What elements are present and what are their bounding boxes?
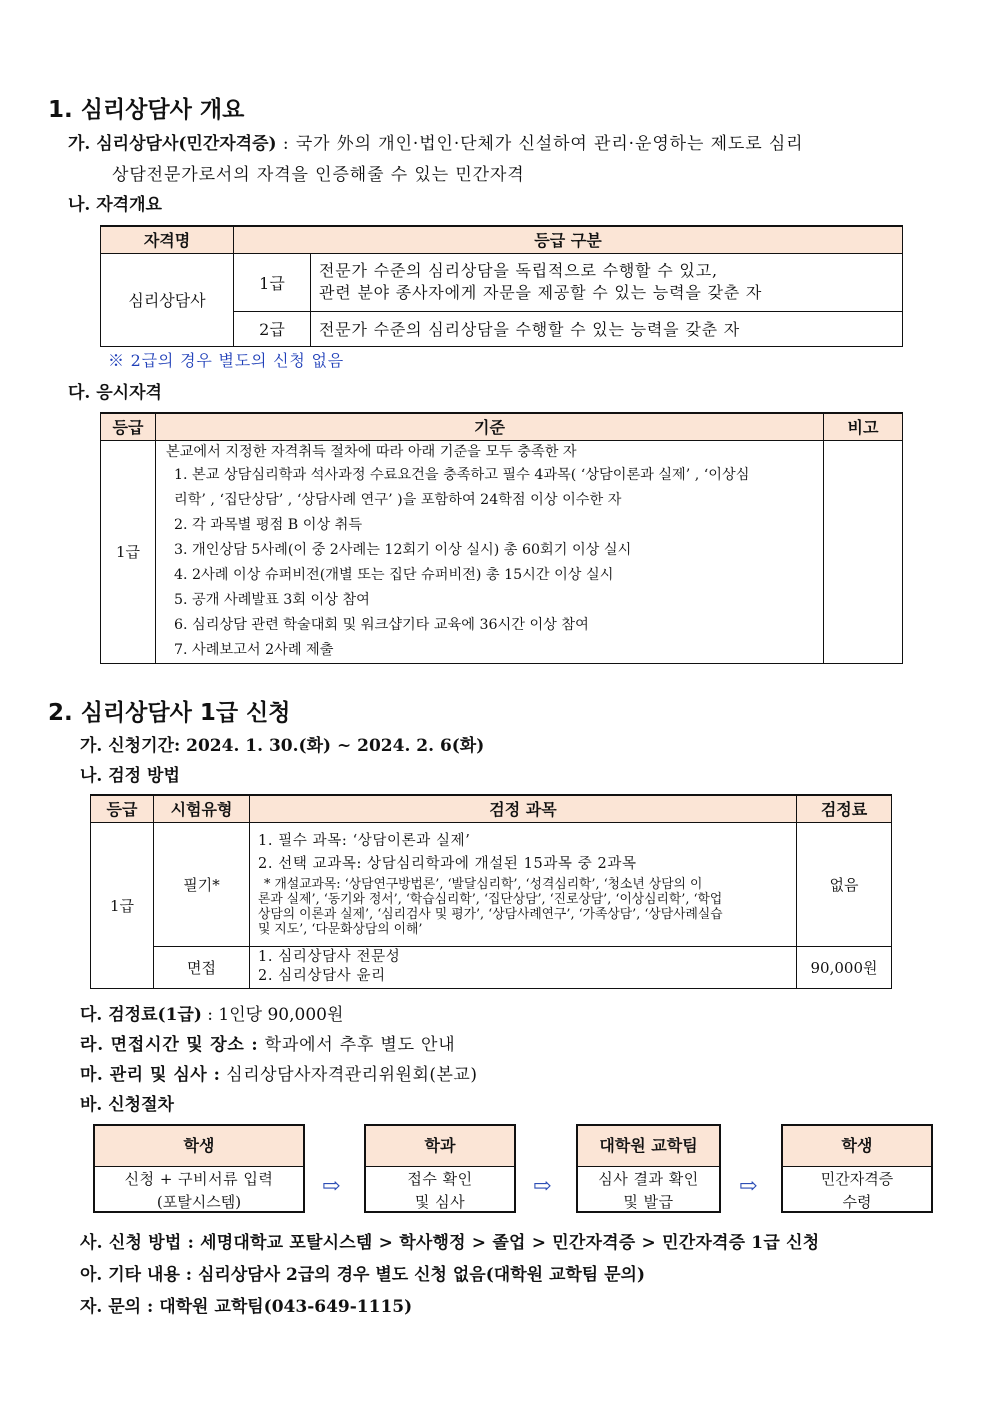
section2-title: 2. 심리상담사 1급 신청 (48, 700, 291, 726)
ga-label: 가. 심리상담사(민간자격증) (68, 134, 277, 154)
na-label: 나. 자격개요 (68, 195, 162, 215)
step-title: 학과 (366, 1126, 514, 1167)
grade1-desc-line2: 관련 분야 종사자에게 자문을 제공할 수 있는 능력을 갖춘 자 (319, 283, 763, 302)
step-line2: 수령 (842, 1193, 872, 1211)
arrow-right-icon: ⇨ (739, 1174, 758, 1199)
subject-item: 1. 심리상담사 전문성 (258, 949, 401, 965)
grade2-cell: 2급 (234, 311, 311, 346)
step-box-student (93, 1124, 305, 1213)
ga-text-2: 상담전문가로서의 자격을 인증해줄 수 있는 민간자격 (112, 165, 525, 185)
header-grade: 등급 (101, 413, 156, 440)
header-grade: 등급 구분 (234, 226, 903, 253)
header-name: 자격명 (101, 226, 234, 253)
step-line1: 민간자격증 (820, 1170, 894, 1188)
subject-item: 2. 선택 교과목: 상담심리학과에 개설된 15과목 중 2과목 (258, 856, 637, 872)
criteria-item: 5. 공개 사례발표 3회 이상 참여 (174, 591, 370, 608)
step-line1: 심사 결과 확인 (598, 1170, 699, 1188)
header-grade: 등급 (91, 795, 154, 822)
step-box-student-final (781, 1124, 933, 1213)
grade1-desc-line1: 전문가 수준의 심리상담을 독립적으로 수행할 수 있고, (319, 261, 718, 280)
interview-line (80, 1030, 456, 1055)
exam-method-label: 나. 검정 방법 (80, 766, 180, 786)
step-line2: (포탈시스템) (156, 1193, 242, 1211)
step-title: 학생 (783, 1126, 931, 1167)
subject-item: 2. 심리상담사 윤리 (258, 968, 386, 984)
header-remark: 비고 (824, 413, 903, 440)
subject-item: 1. 필수 과목: ‘상담이론과 실제’ (258, 833, 471, 849)
interview-type: 면접 (154, 946, 250, 988)
elective-note: 상담의 이론과 실제’, ‘심리검사 및 평가’, ‘상담사례연구’, ‘가족상담’, ‘상담사례실습 (258, 907, 723, 922)
header-criteria: 기준 (156, 413, 824, 440)
fee-label: 다. 검정료(1급) (80, 1005, 202, 1025)
header-fee: 검정료 (797, 795, 892, 822)
overview-table (100, 225, 903, 347)
step-box-department (364, 1124, 516, 1213)
apply-method: 사. 신청 방법 : 세명대학교 포탈시스템 > 학사행정 > 졸업 > 민간자격증 > 민간자격증 1급 신청 (80, 1233, 820, 1253)
grade2-desc: 전문가 수준의 심리상담을 수행할 수 있는 능력을 갖춘 자 (311, 311, 903, 346)
remark-cell (824, 440, 903, 663)
admin-label: 마. 관리 및 심사 : (80, 1065, 221, 1085)
written-subjects (250, 822, 797, 946)
step-line2: 및 심사 (414, 1193, 466, 1211)
ga-text: : 국가 外의 개인·법인·단체가 신설하여 관리·운영하는 제도로 심리 (276, 134, 804, 154)
other-info: 아. 기타 내용 : 심리상담사 2급의 경우 별도 신청 없음(대학원 교학팀 문의) (80, 1265, 646, 1285)
section1-title: 1. 심리상담사 개요 (48, 97, 245, 123)
admin-text: 심리상담사자격관리위원회(본교) (220, 1065, 478, 1085)
criteria-item: 3. 개인상담 5사례(이 중 2사례는 12회기 이상 실시) 총 60회기 이상 실시 (174, 541, 632, 558)
grade1-desc (311, 253, 903, 311)
period: 가. 신청기간: 2024. 1. 30.(화) ~ 2024. 2. 6(화) (80, 736, 485, 756)
note: ※ 2급의 경우 별도의 신청 없음 (108, 351, 345, 370)
written-type: 필기* (154, 822, 250, 946)
written-fee: 없음 (797, 822, 892, 946)
criteria-item: 4. 2사례 이상 슈퍼비전(개별 또는 집단 슈퍼비전) 총 15시간 이상 실시 (174, 566, 614, 583)
step-title: 학생 (95, 1126, 303, 1167)
criteria-item: 7. 사례보고서 2사례 제출 (174, 641, 334, 658)
interview-text: 학과에서 추후 별도 안내 (258, 1035, 456, 1055)
ga-line (68, 129, 804, 154)
cert-name: 심리상담사 (101, 253, 234, 346)
eligibility-table (100, 412, 903, 664)
admin-line (80, 1060, 477, 1085)
interview-fee: 90,000원 (797, 946, 892, 988)
interview-subjects (250, 946, 797, 988)
eligibility-grade: 1급 (101, 440, 156, 663)
fee-text: : 1인당 90,000원 (201, 1005, 344, 1025)
criteria-item: 리학’ , ‘집단상담’ , ‘상담사례 연구’ )을 포함하여 24학점 이상 이수한 자 (174, 491, 622, 508)
da-label: 다. 응시자격 (68, 383, 162, 403)
elective-note: * 개설교과목: ‘상담연구방법론’, ‘발달심리학’, ‘성격심리학’, ‘청소년 상담의 이 (264, 877, 703, 892)
step-title: 대학원 교학팀 (578, 1126, 719, 1167)
criteria-item: 1. 본교 상담심리학과 석사과정 수료요건을 충족하고 필수 4과목( ‘상담이론과 실제’ , ‘이상심 (174, 466, 750, 483)
criteria-intro: 본교에서 지정한 자격취득 절차에 따라 아래 기준을 모두 충족한 자 (166, 443, 577, 460)
grade1-cell: 1급 (234, 253, 311, 311)
header-type: 시험유형 (154, 795, 250, 822)
exam-table (90, 794, 892, 989)
step-box-graduate-office (576, 1124, 721, 1213)
arrow-right-icon: ⇨ (322, 1174, 341, 1199)
criteria-item: 6. 심리상담 관련 학술대회 및 워크샵기타 교육에 36시간 이상 참여 (174, 616, 589, 633)
contact: 자. 문의 : 대학원 교학팀(043-649-1115) (80, 1297, 413, 1317)
elective-note: 론과 실제’, ‘동기와 정서’, ‘학습심리학’, ‘집단상담’, ‘진로상담’, ‘이상심리학’, ‘학업 (258, 892, 723, 907)
criteria-cell (156, 440, 824, 663)
interview-label: 라. 면접시간 및 장소 : (80, 1035, 259, 1055)
step-line1: 접수 확인 (407, 1170, 473, 1188)
elective-note: 및 지도’, ‘다문화상담의 이해’ (258, 922, 423, 937)
criteria-item: 2. 각 과목별 평점 B 이상 취득 (174, 516, 363, 533)
arrow-right-icon: ⇨ (533, 1174, 552, 1199)
step-line1: 신청 + 구비서류 입력 (124, 1170, 274, 1188)
procedure-label: 바. 신청절차 (80, 1095, 174, 1115)
exam-grade: 1급 (91, 822, 154, 988)
fee-line (80, 1000, 343, 1025)
header-subjects: 검정 과목 (250, 795, 797, 822)
step-line2: 및 발급 (623, 1193, 674, 1211)
